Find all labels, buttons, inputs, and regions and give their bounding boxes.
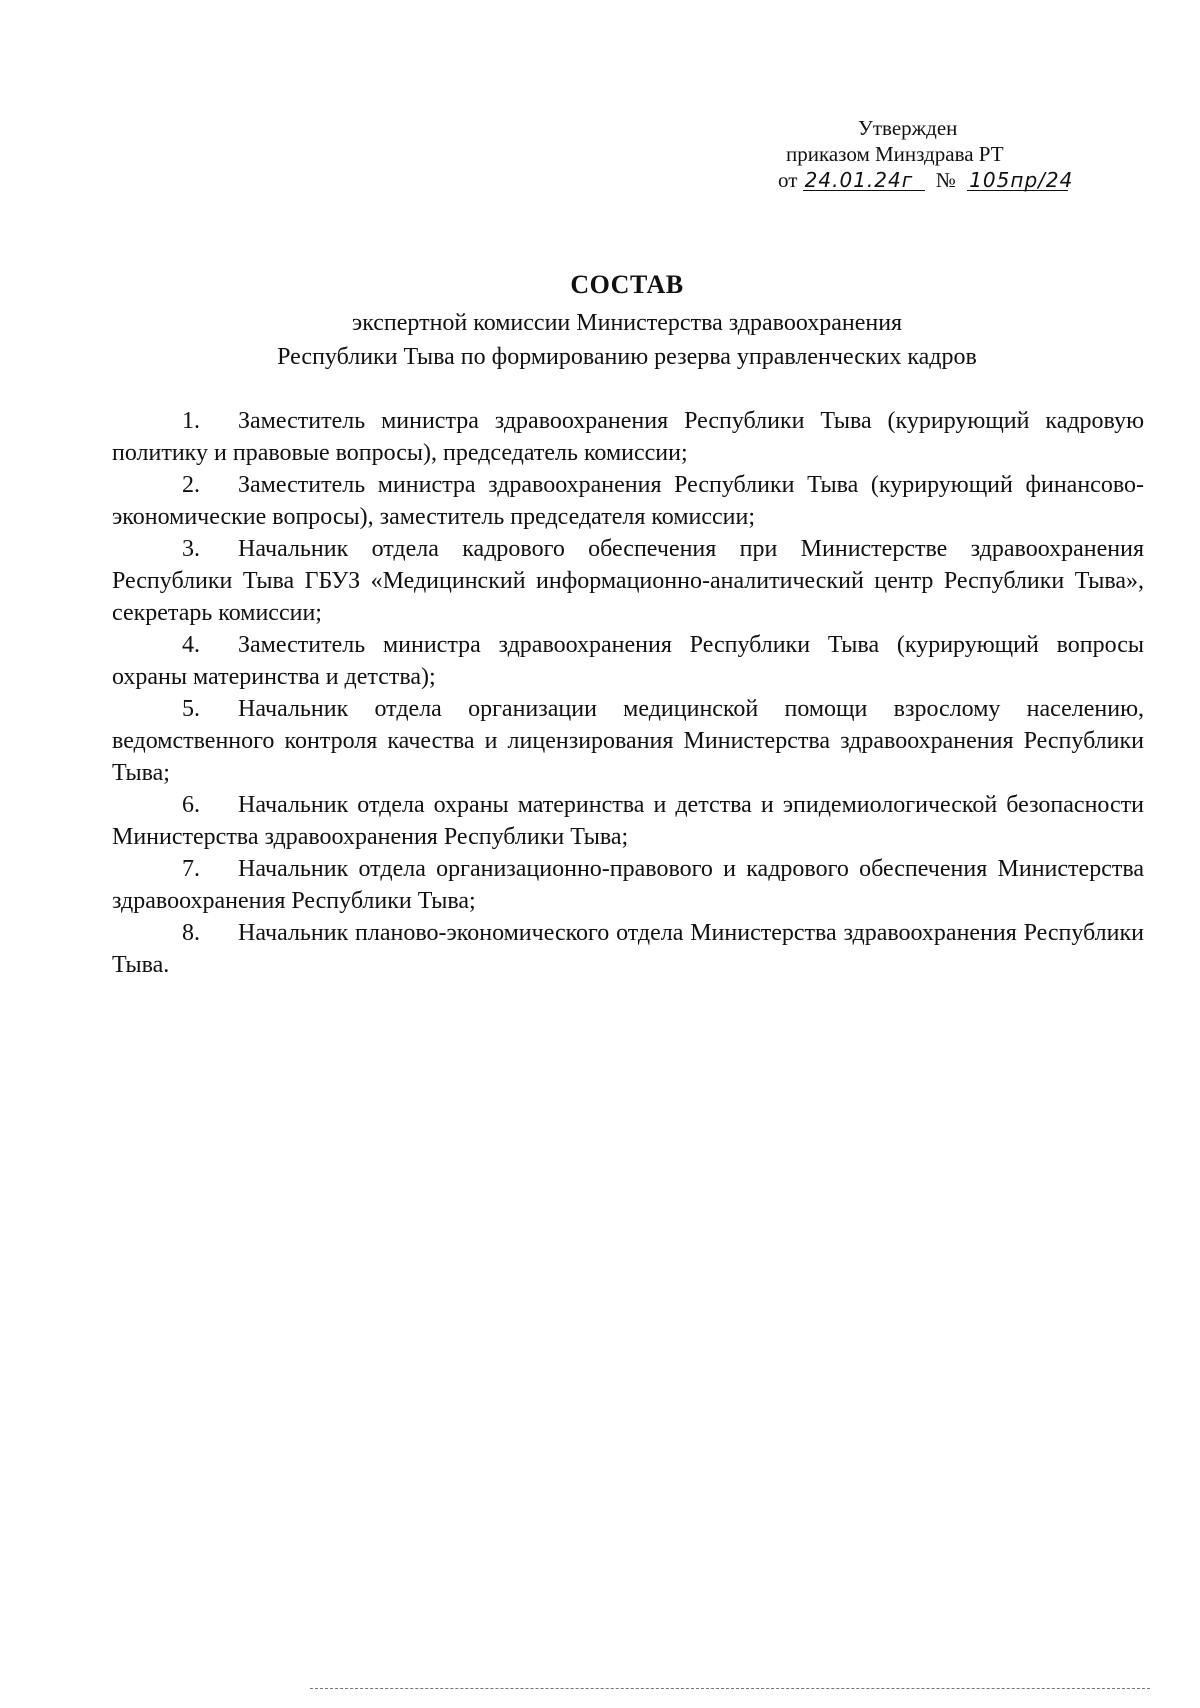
list-item-number: 6. xyxy=(182,792,200,818)
list-item xyxy=(112,789,1144,853)
approval-from-label: от xyxy=(778,168,798,192)
list-item xyxy=(112,469,1144,533)
list-item-text: Заместитель министра здравоохранения Республики Тыва (курирующий финансово-экономические вопросы), заместитель председателя комиссии; xyxy=(112,472,1144,530)
subtitle-line-1: экспертной комиссии Министерства здравоохранения xyxy=(351,310,903,336)
list-item xyxy=(112,853,1144,917)
list-item xyxy=(112,405,1144,469)
list-item xyxy=(112,917,1144,981)
list-item-text: Начальник отдела организационно-правового и кадрового обеспечения Министерства здравоохранения Республики Тыва; xyxy=(112,856,1144,914)
list-item-text: Начальник планово-экономического отдела Министерства здравоохранения Республики Тыва. xyxy=(112,920,1144,978)
approval-block xyxy=(760,115,1080,193)
list-item-number: 4. xyxy=(182,632,200,658)
list-item-number: 2. xyxy=(182,472,200,498)
list-item xyxy=(112,693,1144,789)
approval-line-date-number xyxy=(760,167,1080,193)
list-item xyxy=(112,533,1144,629)
list-item-number: 3. xyxy=(182,536,200,562)
list-item-text: Начальник отдела кадрового обеспечения при Министерстве здравоохранения Республики Тыва ГБУЗ «Медицинский информационно-аналитический центр Республики Тыва», секретарь комиссии; xyxy=(112,536,1144,626)
list-item-text: Начальник отдела организации медицинской помощи взрослому населению, ведомственного контроля качества и лицензирования Министерства здравоохранения Республики Тыва; xyxy=(112,696,1144,786)
list-item-number: 5. xyxy=(182,696,200,722)
member-list xyxy=(112,405,1144,981)
approval-line-order: приказом Минздрава РТ xyxy=(786,142,1004,166)
subtitle-line-2: Республики Тыва по формированию резерва управленческих кадров xyxy=(277,344,977,370)
list-item xyxy=(112,629,1144,693)
list-item-text: Заместитель министра здравоохранения Республики Тыва (курирующий вопросы охраны материнства и детства); xyxy=(112,632,1144,690)
handwritten-order-number: 105пр/24 xyxy=(969,168,1074,192)
list-item-text: Начальник отдела охраны материнства и детства и эпидемиологической безопасности Министерства здравоохранения Республики Тыва; xyxy=(112,792,1144,850)
handwritten-date: 24.01.24г xyxy=(803,170,925,191)
list-item-number: 7. xyxy=(182,856,200,882)
list-item-number: 1. xyxy=(182,408,200,434)
document-subtitle xyxy=(112,306,1142,374)
document-title: СОСТАВ xyxy=(570,270,684,299)
list-item-text: Заместитель министра здравоохранения Республики Тыва (курирующий кадровую политику и правовые вопросы), председатель комиссии; xyxy=(112,408,1144,466)
number-sign: № xyxy=(935,168,956,192)
scan-edge-line xyxy=(310,1688,1150,1689)
list-item-number: 8. xyxy=(182,920,200,946)
approval-line-approved: Утвержден xyxy=(858,116,958,140)
